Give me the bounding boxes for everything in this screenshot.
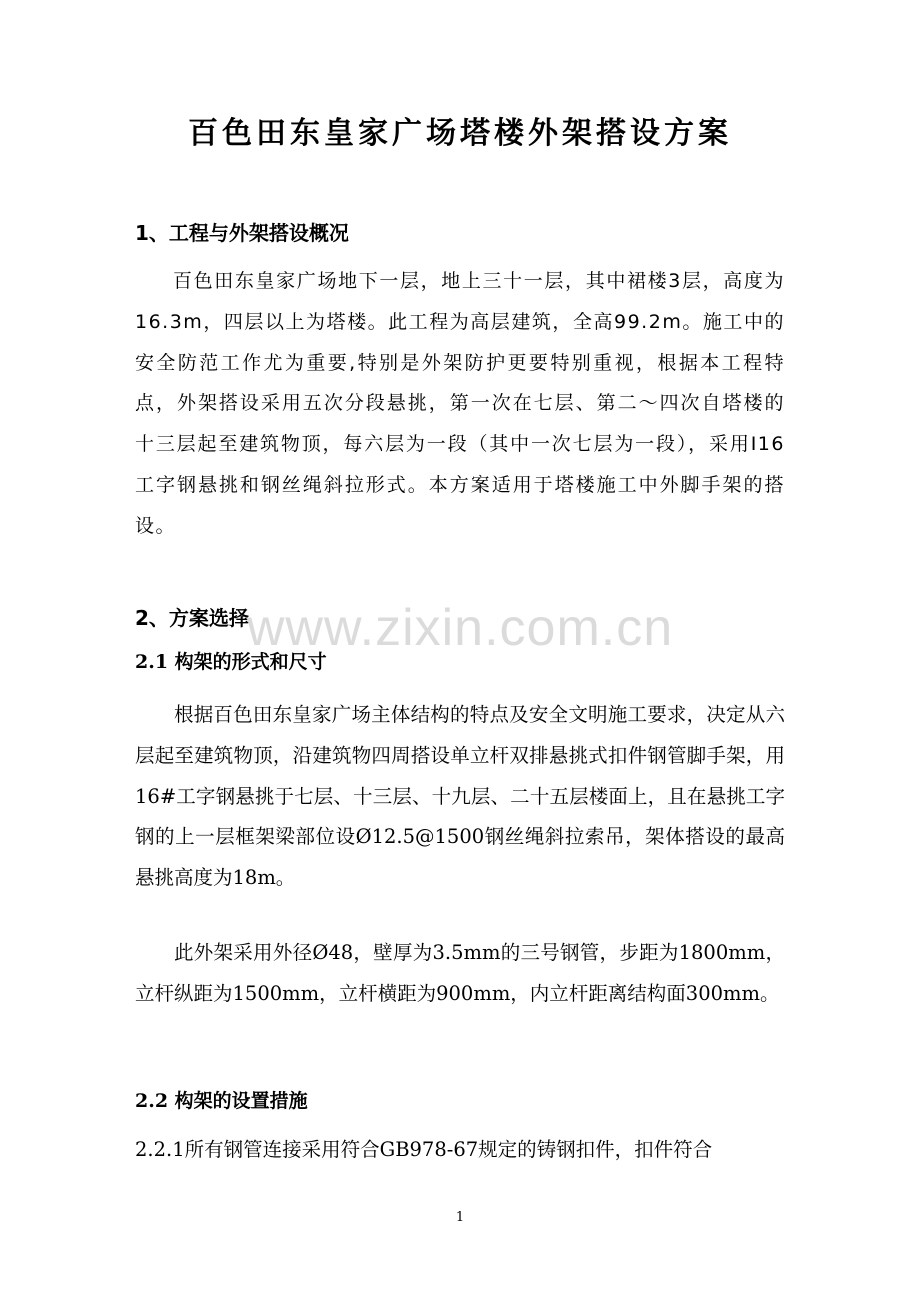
subsection-2-1-heading: 2.1 构架的形式和尺寸 — [135, 651, 327, 673]
subsection-2-2-heading: 2.2 构架的设置措施 — [135, 1090, 308, 1112]
subsection-2-1-paragraph-1: 根据百色田东皇家广场主体结构的特点及安全文明施工要求，决定从六层起至建筑物顶，沿建筑物四周搭设单立杆双排悬挑式扣件钢管脚手架，用16#工字钢悬挑于七层、十三层、十九层、二十五层楼面上，且在悬挑工字钢的上一层框架梁部位设Ø12.5@1500钢丝绳斜拉索吊，架体搭设的最高悬挑高度为18m。 — [135, 703, 785, 890]
watermark: www.zixin.com.cn — [246, 599, 674, 657]
subsection-2-1-paragraph-2: 此外架采用外径Ø48，壁厚为3.5mm的三号钢管，步距为1800mm，立杆纵距为1500mm，立杆横距为900mm，内立杆距离结构面300mm。 — [135, 941, 785, 1005]
section-1-heading: 1、工程与外架搭设概况 — [135, 221, 349, 245]
section-2-heading: 2、方案选择 — [135, 606, 249, 630]
page-number: 1 — [455, 1210, 465, 1225]
section-1-paragraph: 百色田东皇家广场地下一层，地上三十一层，其中裙楼3层，高度为16.3m，四层以上为塔楼。此工程为高层建筑，全高99.2m。施工中的安全防范工作尤为重要,特别是外架防护更要特别重视，根据本工程特点，外架搭设采用五次分段悬挑，第一次在七层、第二～四次自塔楼的十三层起至建筑物顶，每六层为一段（其中一次七层为一段），采用I16工字钢悬挑和钢丝绳斜拉形式。本方案适用于塔楼施工中外脚手架的搭设。 — [135, 270, 785, 537]
subsection-2-2-paragraph: 2.2.1所有钢管连接采用符合GB978-67规定的铸钢扣件，扣件符合 — [135, 1138, 713, 1161]
document-title: 百色田东皇家广场塔楼外架搭设方案 — [188, 116, 732, 151]
